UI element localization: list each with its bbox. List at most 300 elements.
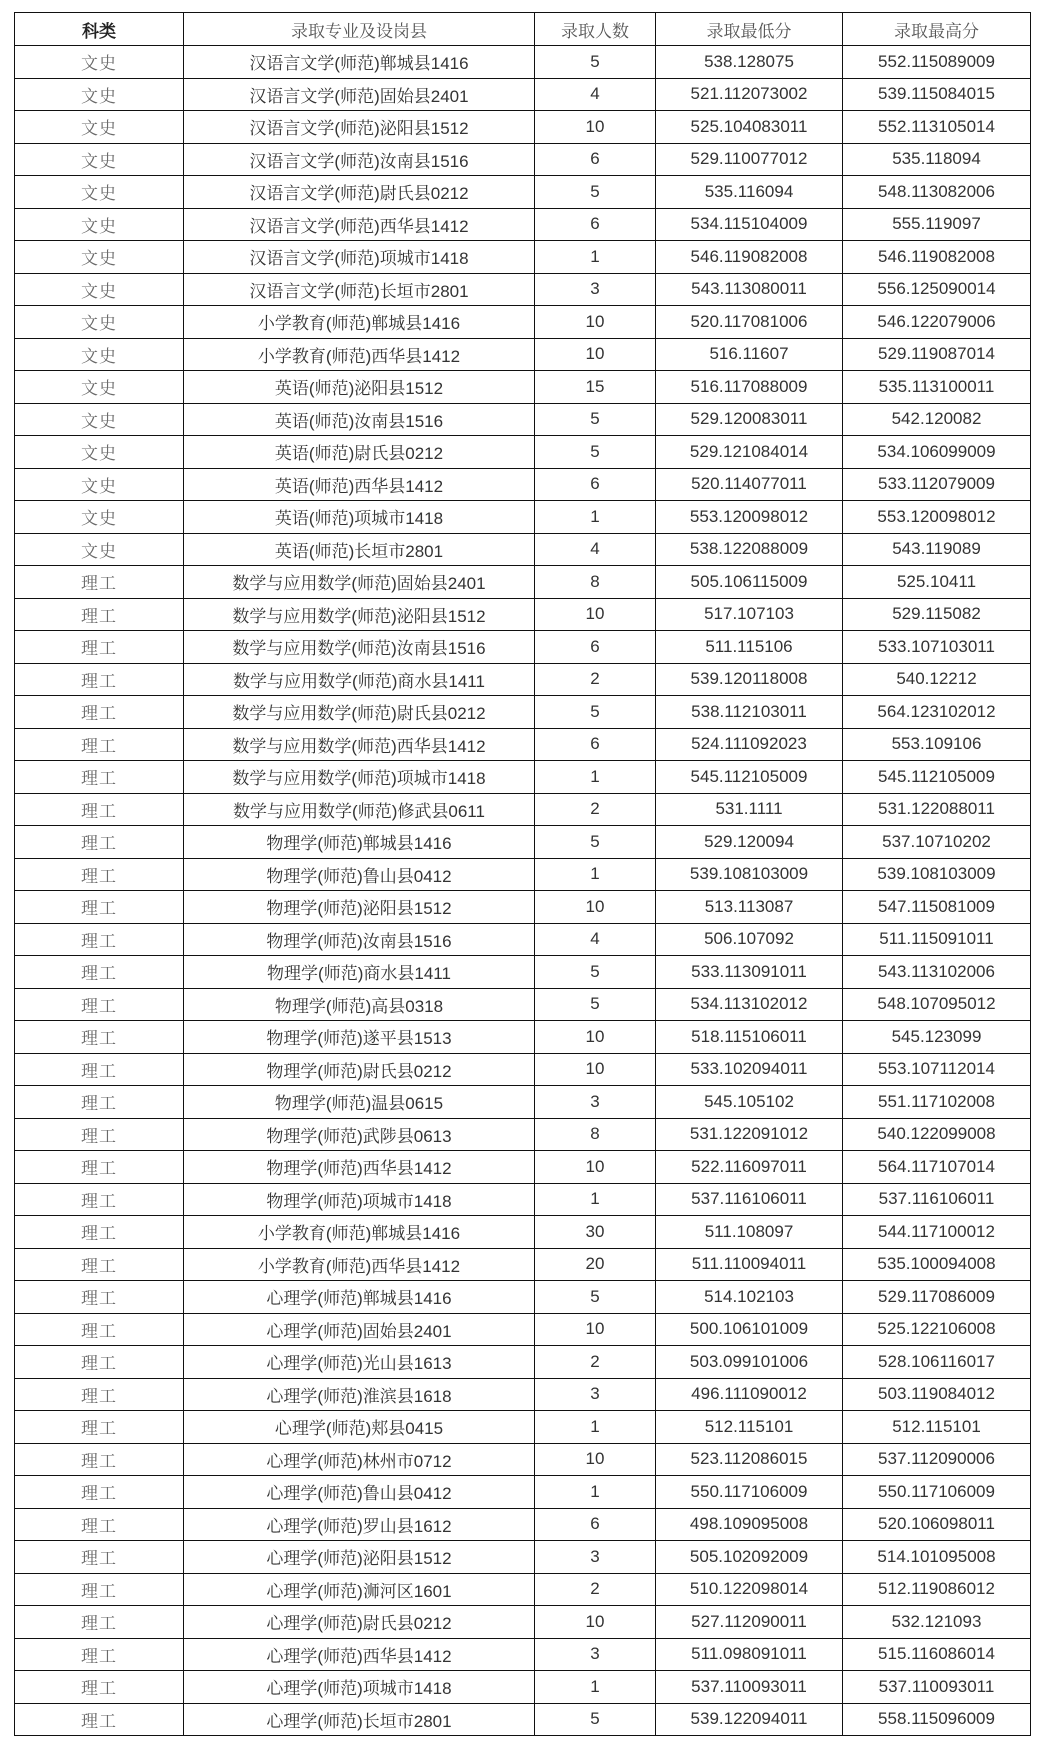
header-major-county: 录取专业及设岗县 [184,13,535,46]
cell-category: 理工 [15,1021,184,1054]
cell-min-score: 522.116097011 [656,1151,843,1184]
cell-admitted-count: 1 [535,241,656,274]
cell-category: 理工 [15,891,184,924]
cell-admitted-count: 20 [535,1248,656,1281]
cell-max-score: 533.112079009 [843,468,1031,501]
cell-admitted-count: 4 [535,923,656,956]
cell-category: 理工 [15,1086,184,1119]
cell-admitted-count: 6 [535,208,656,241]
cell-category: 理工 [15,1638,184,1671]
cell-min-score: 553.120098012 [656,501,843,534]
cell-admitted-count: 6 [535,631,656,664]
table-row [15,241,1031,274]
cell-major-county: 汉语言文学(师范)尉氏县0212 [184,176,535,209]
cell-min-score: 529.120094 [656,826,843,859]
cell-admitted-count: 10 [535,598,656,631]
cell-category: 理工 [15,1346,184,1379]
cell-min-score: 538.112103011 [656,696,843,729]
cell-admitted-count: 5 [535,826,656,859]
cell-major-county: 心理学(师范)长垣市2801 [184,1703,535,1736]
cell-major-county: 心理学(师范)泌阳县1512 [184,1541,535,1574]
cell-major-county: 心理学(师范)西华县1412 [184,1638,535,1671]
cell-max-score: 540.122099008 [843,1118,1031,1151]
cell-category: 理工 [15,1411,184,1444]
cell-major-county: 数学与应用数学(师范)商水县1411 [184,663,535,696]
cell-min-score: 525.104083011 [656,111,843,144]
cell-max-score: 535.100094008 [843,1248,1031,1281]
cell-major-county: 物理学(师范)鲁山县0412 [184,858,535,891]
table-row [15,761,1031,794]
cell-category: 理工 [15,728,184,761]
cell-category: 文史 [15,241,184,274]
cell-min-score: 529.120083011 [656,403,843,436]
cell-category: 理工 [15,923,184,956]
cell-category: 理工 [15,1151,184,1184]
cell-category: 理工 [15,1216,184,1249]
cell-category: 文史 [15,306,184,339]
cell-category: 理工 [15,566,184,599]
cell-max-score: 542.120082 [843,403,1031,436]
cell-major-county: 汉语言文学(师范)汝南县1516 [184,143,535,176]
cell-category: 理工 [15,1183,184,1216]
cell-category: 理工 [15,631,184,664]
cell-admitted-count: 5 [535,988,656,1021]
cell-category: 理工 [15,1703,184,1736]
cell-admitted-count: 1 [535,1476,656,1509]
header-max-score: 录取最高分 [843,13,1031,46]
cell-major-county: 心理学(师范)鲁山县0412 [184,1476,535,1509]
cell-major-county: 小学教育(师范)郸城县1416 [184,306,535,339]
cell-major-county: 心理学(师范)固始县2401 [184,1313,535,1346]
cell-major-county: 汉语言文学(师范)泌阳县1512 [184,111,535,144]
cell-min-score: 505.106115009 [656,566,843,599]
cell-min-score: 531.1111 [656,793,843,826]
table-row [15,208,1031,241]
cell-major-county: 心理学(师范)郸城县1416 [184,1281,535,1314]
table-row [15,468,1031,501]
cell-major-county: 心理学(师范)林州市0712 [184,1443,535,1476]
table-row [15,1021,1031,1054]
cell-admitted-count: 10 [535,891,656,924]
cell-admitted-count: 30 [535,1216,656,1249]
cell-admitted-count: 2 [535,793,656,826]
table-row [15,793,1031,826]
cell-max-score: 535.113100011 [843,371,1031,404]
cell-major-county: 物理学(师范)汝南县1516 [184,923,535,956]
cell-admitted-count: 3 [535,1086,656,1119]
cell-max-score: 529.115082 [843,598,1031,631]
cell-min-score: 545.112105009 [656,761,843,794]
cell-category: 文史 [15,436,184,469]
table-row [15,1086,1031,1119]
cell-admitted-count: 1 [535,1183,656,1216]
cell-category: 文史 [15,371,184,404]
cell-admitted-count: 6 [535,468,656,501]
cell-max-score: 525.122106008 [843,1313,1031,1346]
table-row [15,1606,1031,1639]
cell-min-score: 500.106101009 [656,1313,843,1346]
cell-category: 理工 [15,1476,184,1509]
cell-max-score: 544.117100012 [843,1216,1031,1249]
cell-category: 理工 [15,1248,184,1281]
cell-min-score: 523.112086015 [656,1443,843,1476]
cell-max-score: 564.117107014 [843,1151,1031,1184]
cell-min-score: 539.120118008 [656,663,843,696]
cell-major-county: 物理学(师范)项城市1418 [184,1183,535,1216]
cell-admitted-count: 5 [535,696,656,729]
cell-category: 理工 [15,826,184,859]
cell-category: 理工 [15,858,184,891]
header-min-score: 录取最低分 [656,13,843,46]
cell-admitted-count: 3 [535,273,656,306]
table-header [15,13,1031,46]
cell-admitted-count: 4 [535,78,656,111]
cell-major-county: 数学与应用数学(师范)固始县2401 [184,566,535,599]
cell-max-score: 543.119089 [843,533,1031,566]
cell-max-score: 540.12212 [843,663,1031,696]
cell-max-score: 525.10411 [843,566,1031,599]
cell-min-score: 503.099101006 [656,1346,843,1379]
cell-max-score: 512.115101 [843,1411,1031,1444]
cell-max-score: 553.107112014 [843,1053,1031,1086]
cell-admitted-count: 2 [535,1573,656,1606]
cell-min-score: 524.111092023 [656,728,843,761]
cell-max-score: 539.108103009 [843,858,1031,891]
header-row [15,13,1031,46]
table-row [15,598,1031,631]
cell-category: 理工 [15,598,184,631]
cell-admitted-count: 5 [535,403,656,436]
cell-min-score: 505.102092009 [656,1541,843,1574]
cell-major-county: 汉语言文学(师范)长垣市2801 [184,273,535,306]
cell-major-county: 物理学(师范)遂平县1513 [184,1021,535,1054]
table-row [15,566,1031,599]
table-row [15,988,1031,1021]
cell-admitted-count: 1 [535,501,656,534]
cell-major-county: 小学教育(师范)西华县1412 [184,338,535,371]
cell-category: 文史 [15,111,184,144]
table-row [15,826,1031,859]
cell-admitted-count: 10 [535,1021,656,1054]
cell-category: 文史 [15,403,184,436]
cell-min-score: 513.113087 [656,891,843,924]
cell-major-county: 数学与应用数学(师范)泌阳县1512 [184,598,535,631]
cell-min-score: 527.112090011 [656,1606,843,1639]
cell-min-score: 529.121084014 [656,436,843,469]
table-row [15,956,1031,989]
cell-category: 理工 [15,1606,184,1639]
cell-max-score: 553.120098012 [843,501,1031,534]
table-row [15,1248,1031,1281]
table-row [15,1508,1031,1541]
cell-min-score: 516.117088009 [656,371,843,404]
cell-major-county: 英语(师范)汝南县1516 [184,403,535,436]
cell-admitted-count: 10 [535,1443,656,1476]
cell-max-score: 545.123099 [843,1021,1031,1054]
cell-admitted-count: 2 [535,1346,656,1379]
cell-max-score: 515.116086014 [843,1638,1031,1671]
table-row [15,728,1031,761]
cell-min-score: 534.115104009 [656,208,843,241]
cell-admitted-count: 8 [535,1118,656,1151]
table-row [15,338,1031,371]
table-row [15,176,1031,209]
cell-max-score: 539.115084015 [843,78,1031,111]
table-row [15,1638,1031,1671]
cell-category: 文史 [15,78,184,111]
cell-major-county: 英语(师范)长垣市2801 [184,533,535,566]
cell-max-score: 547.115081009 [843,891,1031,924]
cell-admitted-count: 15 [535,371,656,404]
cell-min-score: 520.117081006 [656,306,843,339]
table-row [15,436,1031,469]
cell-major-county: 小学教育(师范)西华县1412 [184,1248,535,1281]
cell-major-county: 汉语言文学(师范)固始县2401 [184,78,535,111]
cell-max-score: 551.117102008 [843,1086,1031,1119]
cell-major-county: 心理学(师范)郏县0415 [184,1411,535,1444]
cell-category: 理工 [15,1671,184,1704]
cell-max-score: 543.113102006 [843,956,1031,989]
cell-category: 理工 [15,1313,184,1346]
table-row [15,1703,1031,1736]
cell-min-score: 533.102094011 [656,1053,843,1086]
cell-admitted-count: 6 [535,1508,656,1541]
cell-admitted-count: 10 [535,111,656,144]
table-row [15,78,1031,111]
cell-major-county: 物理学(师范)商水县1411 [184,956,535,989]
cell-major-county: 心理学(师范)项城市1418 [184,1671,535,1704]
cell-admitted-count: 5 [535,176,656,209]
cell-admitted-count: 6 [535,143,656,176]
cell-major-county: 数学与应用数学(师范)项城市1418 [184,761,535,794]
cell-min-score: 496.111090012 [656,1378,843,1411]
cell-max-score: 512.119086012 [843,1573,1031,1606]
cell-major-county: 数学与应用数学(师范)汝南县1516 [184,631,535,664]
cell-major-county: 物理学(师范)高县0318 [184,988,535,1021]
cell-min-score: 537.110093011 [656,1671,843,1704]
cell-category: 文史 [15,501,184,534]
cell-admitted-count: 1 [535,1671,656,1704]
table-row [15,1411,1031,1444]
cell-admitted-count: 5 [535,1281,656,1314]
cell-major-county: 英语(师范)西华县1412 [184,468,535,501]
cell-major-county: 英语(师范)泌阳县1512 [184,371,535,404]
table-row [15,1183,1031,1216]
cell-admitted-count: 2 [535,663,656,696]
cell-min-score: 539.122094011 [656,1703,843,1736]
cell-category: 理工 [15,1573,184,1606]
cell-category: 文史 [15,468,184,501]
cell-major-county: 物理学(师范)泌阳县1512 [184,891,535,924]
cell-min-score: 516.11607 [656,338,843,371]
cell-max-score: 537.116106011 [843,1183,1031,1216]
cell-major-county: 物理学(师范)西华县1412 [184,1151,535,1184]
cell-max-score: 555.119097 [843,208,1031,241]
cell-category: 文史 [15,143,184,176]
cell-max-score: 545.112105009 [843,761,1031,794]
table-body [15,46,1031,1736]
table-row [15,663,1031,696]
cell-max-score: 511.115091011 [843,923,1031,956]
table-row [15,1541,1031,1574]
cell-min-score: 539.108103009 [656,858,843,891]
cell-category: 理工 [15,761,184,794]
table-row [15,1151,1031,1184]
table-row [15,143,1031,176]
cell-admitted-count: 3 [535,1638,656,1671]
cell-min-score: 531.122091012 [656,1118,843,1151]
cell-max-score: 531.122088011 [843,793,1031,826]
cell-major-county: 英语(师范)尉氏县0212 [184,436,535,469]
cell-category: 理工 [15,663,184,696]
cell-category: 文史 [15,208,184,241]
cell-major-county: 数学与应用数学(师范)尉氏县0212 [184,696,535,729]
cell-category: 文史 [15,338,184,371]
cell-major-county: 汉语言文学(师范)西华县1412 [184,208,535,241]
cell-max-score: 534.106099009 [843,436,1031,469]
table-row [15,1378,1031,1411]
cell-major-county: 物理学(师范)武陟县0613 [184,1118,535,1151]
cell-major-county: 心理学(师范)罗山县1612 [184,1508,535,1541]
cell-max-score: 550.117106009 [843,1476,1031,1509]
cell-major-county: 数学与应用数学(师范)西华县1412 [184,728,535,761]
table-row [15,46,1031,79]
cell-max-score: 529.117086009 [843,1281,1031,1314]
cell-max-score: 529.119087014 [843,338,1031,371]
table-row [15,1053,1031,1086]
cell-min-score: 511.110094011 [656,1248,843,1281]
cell-min-score: 511.098091011 [656,1638,843,1671]
cell-min-score: 521.112073002 [656,78,843,111]
cell-min-score: 517.107103 [656,598,843,631]
cell-min-score: 529.110077012 [656,143,843,176]
table-row [15,923,1031,956]
cell-min-score: 510.122098014 [656,1573,843,1606]
cell-admitted-count: 10 [535,1053,656,1086]
cell-admitted-count: 5 [535,1703,656,1736]
cell-major-county: 心理学(师范)尉氏县0212 [184,1606,535,1639]
cell-min-score: 534.113102012 [656,988,843,1021]
cell-min-score: 520.114077011 [656,468,843,501]
cell-min-score: 512.115101 [656,1411,843,1444]
header-category: 科类 [15,13,184,46]
cell-min-score: 511.115106 [656,631,843,664]
cell-max-score: 546.119082008 [843,241,1031,274]
cell-category: 理工 [15,1281,184,1314]
cell-admitted-count: 1 [535,858,656,891]
table-row [15,1443,1031,1476]
cell-min-score: 511.108097 [656,1216,843,1249]
table-row [15,1476,1031,1509]
cell-major-county: 心理学(师范)光山县1613 [184,1346,535,1379]
cell-max-score: 514.101095008 [843,1541,1031,1574]
table-row [15,1216,1031,1249]
cell-min-score: 506.107092 [656,923,843,956]
cell-category: 理工 [15,988,184,1021]
table-row [15,501,1031,534]
cell-min-score: 538.122088009 [656,533,843,566]
cell-max-score: 553.109106 [843,728,1031,761]
cell-max-score: 537.110093011 [843,1671,1031,1704]
cell-admitted-count: 10 [535,1606,656,1639]
cell-major-county: 汉语言文学(师范)项城市1418 [184,241,535,274]
cell-admitted-count: 10 [535,338,656,371]
cell-major-county: 数学与应用数学(师范)修武县0611 [184,793,535,826]
cell-min-score: 550.117106009 [656,1476,843,1509]
cell-major-county: 心理学(师范)浉河区1601 [184,1573,535,1606]
table-row [15,403,1031,436]
cell-admitted-count: 1 [535,1411,656,1444]
cell-max-score: 528.106116017 [843,1346,1031,1379]
cell-max-score: 520.106098011 [843,1508,1031,1541]
cell-max-score: 548.113082006 [843,176,1031,209]
cell-major-county: 心理学(师范)淮滨县1618 [184,1378,535,1411]
cell-admitted-count: 4 [535,533,656,566]
cell-category: 理工 [15,1053,184,1086]
table-row [15,533,1031,566]
cell-category: 文史 [15,533,184,566]
cell-admitted-count: 10 [535,1313,656,1346]
table-row [15,273,1031,306]
cell-min-score: 514.102103 [656,1281,843,1314]
cell-category: 理工 [15,1378,184,1411]
cell-max-score: 533.107103011 [843,631,1031,664]
cell-category: 文史 [15,176,184,209]
cell-max-score: 535.118094 [843,143,1031,176]
cell-max-score: 552.115089009 [843,46,1031,79]
cell-admitted-count: 8 [535,566,656,599]
table-row [15,858,1031,891]
cell-min-score: 533.113091011 [656,956,843,989]
cell-max-score: 552.113105014 [843,111,1031,144]
cell-category: 理工 [15,1443,184,1476]
table-row [15,631,1031,664]
cell-max-score: 546.122079006 [843,306,1031,339]
cell-min-score: 535.116094 [656,176,843,209]
cell-min-score: 543.113080011 [656,273,843,306]
table-row [15,1573,1031,1606]
table-row [15,696,1031,729]
table-row [15,1671,1031,1704]
cell-max-score: 548.107095012 [843,988,1031,1021]
cell-min-score: 546.119082008 [656,241,843,274]
table-row [15,111,1031,144]
cell-admitted-count: 1 [535,761,656,794]
cell-max-score: 556.125090014 [843,273,1031,306]
cell-admitted-count: 5 [535,436,656,469]
table-row [15,891,1031,924]
table-row [15,1118,1031,1151]
table-row [15,1281,1031,1314]
table-row [15,371,1031,404]
cell-max-score: 558.115096009 [843,1703,1031,1736]
cell-min-score: 498.109095008 [656,1508,843,1541]
cell-admitted-count: 3 [535,1378,656,1411]
header-admitted-count: 录取人数 [535,13,656,46]
cell-category: 理工 [15,1541,184,1574]
cell-max-score: 537.10710202 [843,826,1031,859]
cell-min-score: 518.115106011 [656,1021,843,1054]
cell-category: 理工 [15,956,184,989]
cell-max-score: 537.112090006 [843,1443,1031,1476]
cell-admitted-count: 10 [535,1151,656,1184]
cell-category: 理工 [15,1508,184,1541]
cell-admitted-count: 5 [535,46,656,79]
table-row [15,1313,1031,1346]
cell-major-county: 汉语言文学(师范)郸城县1416 [184,46,535,79]
cell-category: 理工 [15,793,184,826]
cell-max-score: 564.123102012 [843,696,1031,729]
